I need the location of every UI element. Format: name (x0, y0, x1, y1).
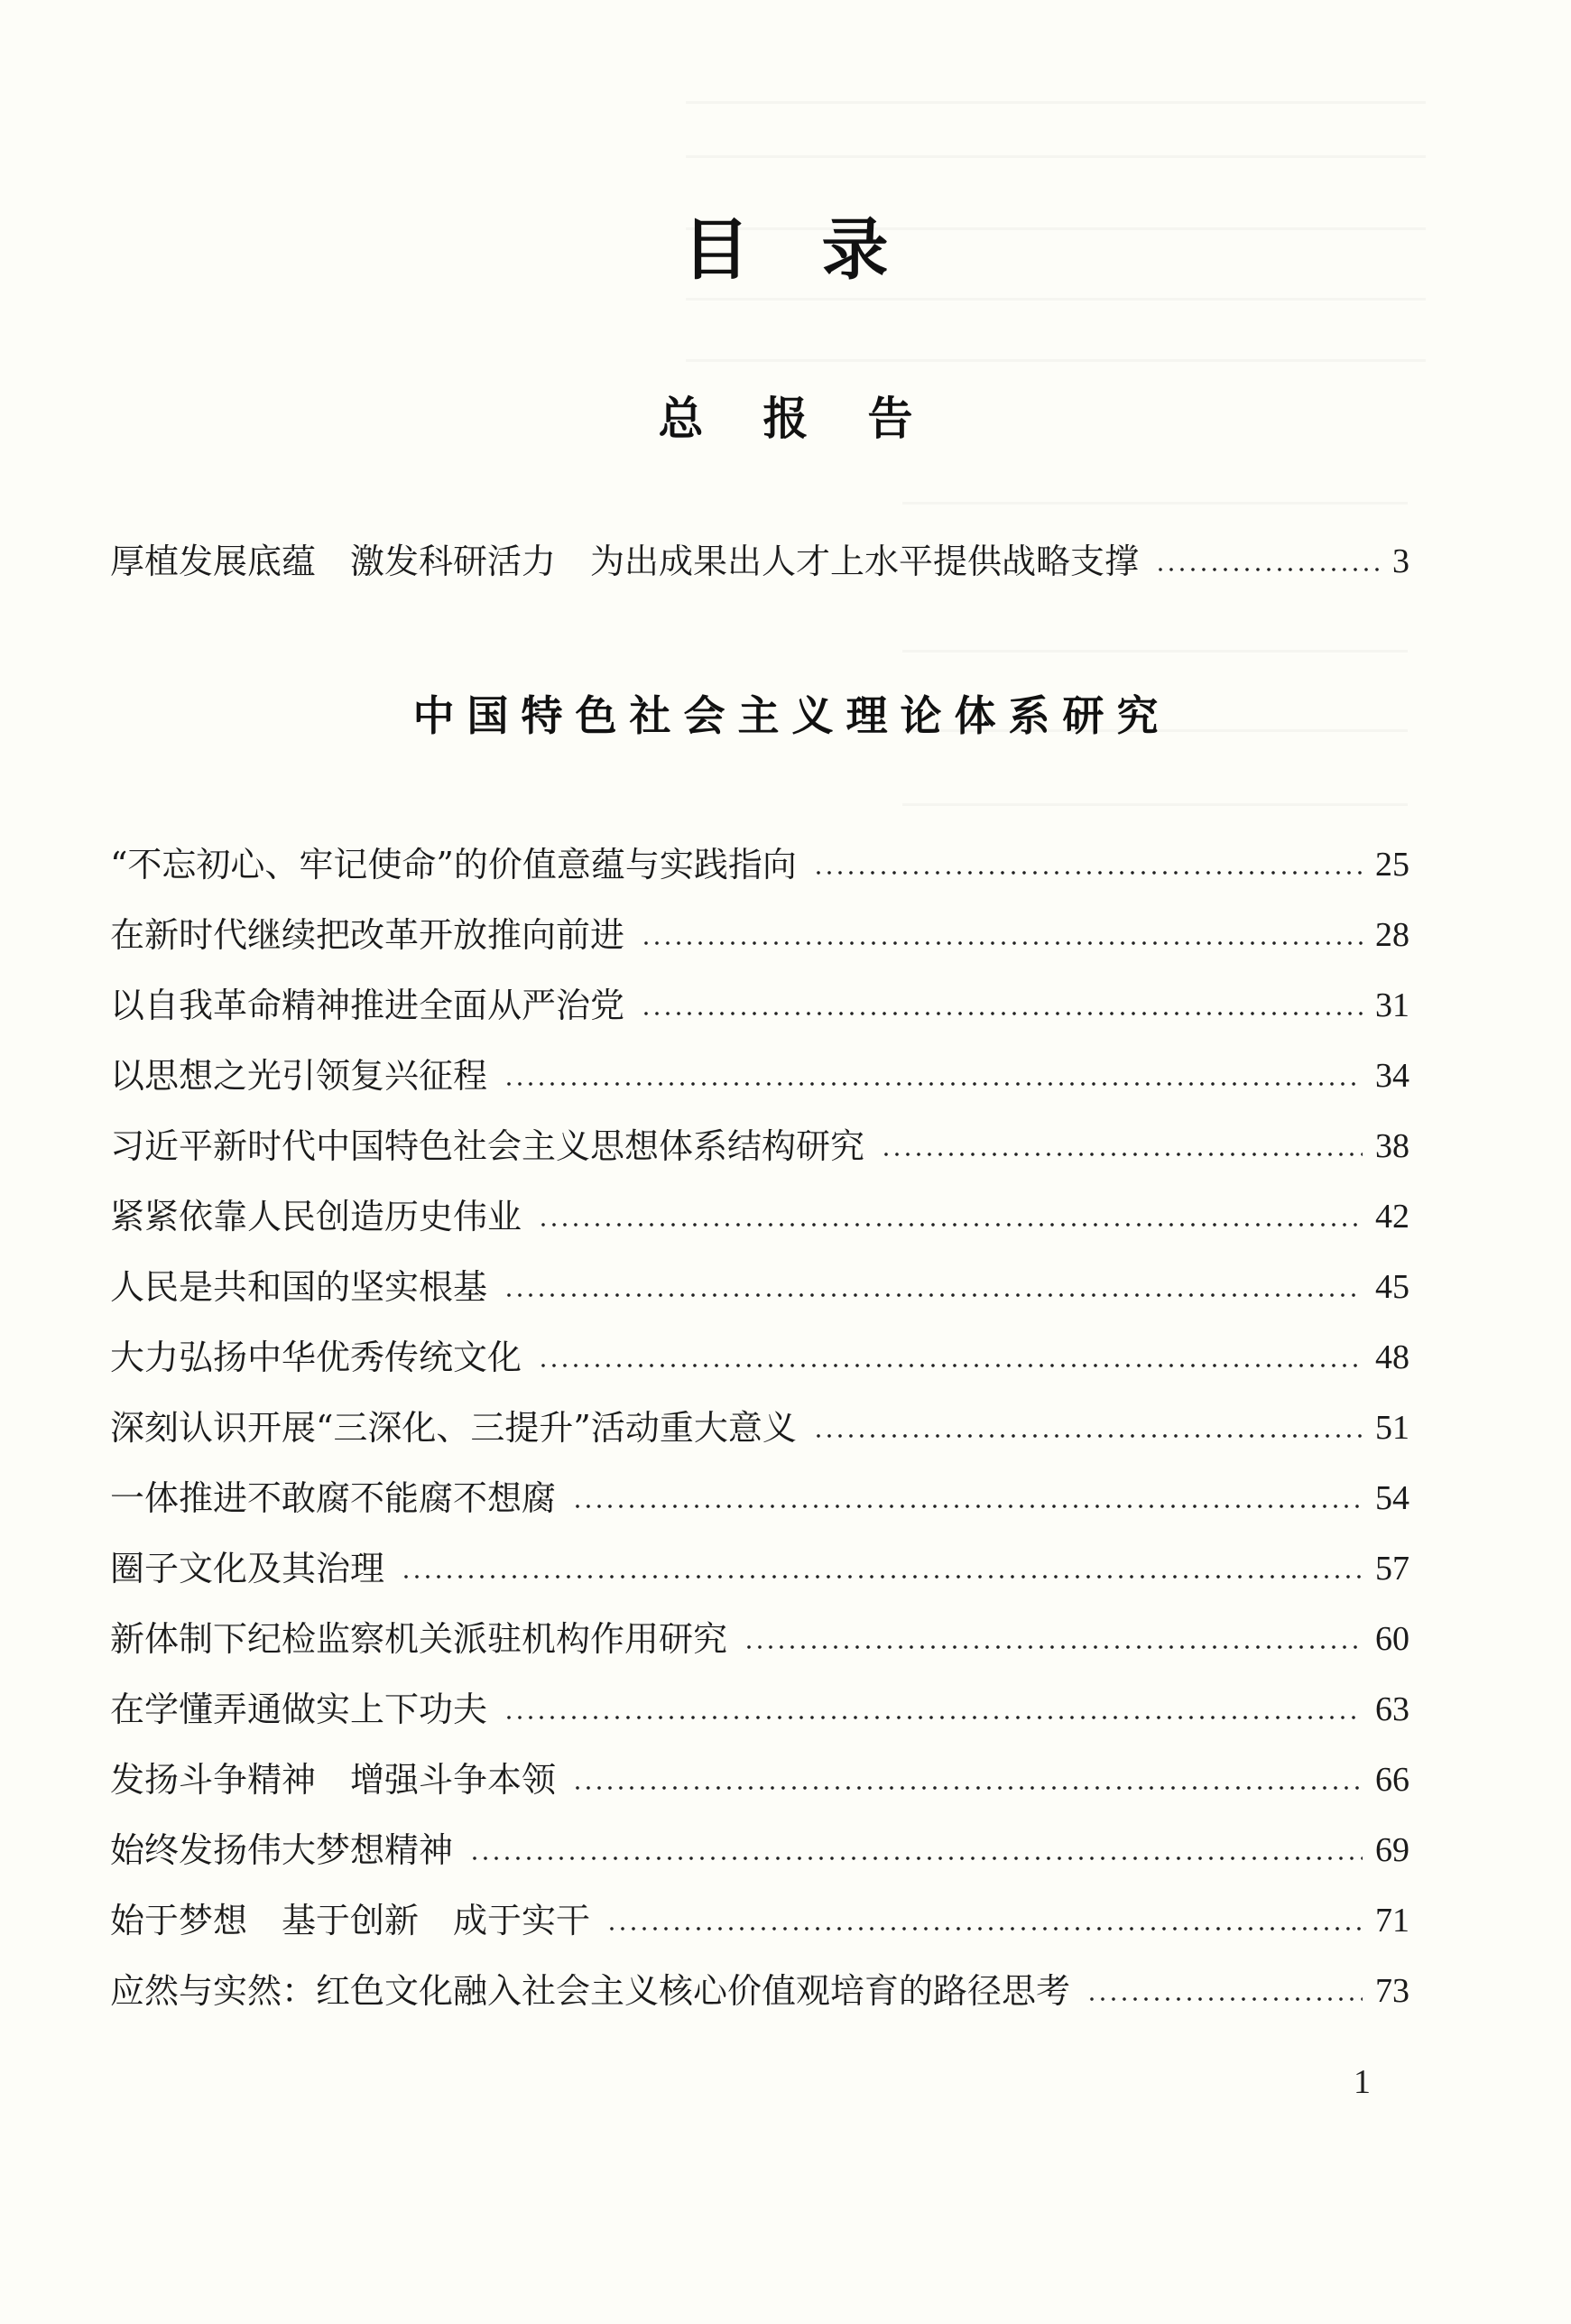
toc-entry[interactable] (110, 1964, 1409, 2018)
bleed-through-line (902, 803, 1408, 806)
toc-entry[interactable] (110, 1471, 1409, 1525)
toc-entry-title: 人民是共和国的坚实根基 (110, 1267, 488, 1307)
toc-entry[interactable] (110, 1049, 1409, 1103)
toc-entry-title: 始于梦想 基于创新 成于实干 (110, 1901, 591, 1940)
toc-entry-page: 63 (1375, 1690, 1409, 1728)
dot-leader (504, 1079, 1363, 1088)
toc-entry-page: 66 (1375, 1761, 1409, 1799)
bleed-through-line (686, 101, 1426, 104)
dot-leader (813, 868, 1363, 877)
bleed-through-line (902, 650, 1408, 653)
toc-entry-title: 应然与实然：红色文化融入社会主义核心价值观培育的路径思考 (110, 1971, 1071, 2011)
toc-entry[interactable] (110, 1682, 1409, 1736)
toc-entry-title: 习近平新时代中国特色社会主义思想体系结构研究 (110, 1126, 865, 1166)
dot-leader (606, 1924, 1363, 1933)
toc-entry-title: 圈子文化及其治理 (110, 1549, 385, 1588)
dot-leader (538, 1361, 1363, 1370)
bleed-through-line (686, 298, 1426, 301)
toc-entry-title: 紧紧依靠人民创造历史伟业 (110, 1197, 522, 1236)
toc-entry[interactable] (110, 1190, 1409, 1244)
toc-entry-page: 73 (1375, 1972, 1409, 2010)
toc-entry-page: 34 (1375, 1057, 1409, 1095)
toc-entry-page: 45 (1375, 1268, 1409, 1306)
dot-leader (641, 1009, 1363, 1018)
toc-entry-page: 54 (1375, 1479, 1409, 1517)
toc-entry-title: 厚植发展底蕴 激发科研活力 为出成果出人才上水平提供战略支撑 (110, 542, 1140, 581)
toc-entry-title: 新体制下纪检监察机关派驻机构作用研究 (110, 1619, 728, 1659)
dot-leader (744, 1643, 1363, 1652)
toc-entry-page: 71 (1375, 1902, 1409, 1940)
page-title: 目录 (682, 211, 961, 289)
toc-entry-page: 25 (1375, 846, 1409, 884)
toc-entry[interactable] (110, 1401, 1409, 1455)
bleed-through-line (686, 155, 1426, 158)
dot-leader (881, 1150, 1363, 1159)
toc-entry[interactable] (110, 838, 1409, 892)
toc-entry[interactable] (110, 1260, 1409, 1314)
toc-entry[interactable] (110, 1612, 1409, 1666)
dot-leader (572, 1502, 1363, 1511)
toc-entry-page: 28 (1375, 916, 1409, 954)
section-heading-theory-research: 中国特色社会主义理论体系研究 (412, 691, 1171, 740)
dot-leader (469, 1854, 1363, 1863)
dot-leader (641, 939, 1363, 948)
dot-leader (504, 1713, 1363, 1722)
toc-entry-page: 57 (1375, 1550, 1409, 1588)
toc-entry[interactable] (110, 1542, 1409, 1596)
toc-entry-title: 在学懂弄通做实上下功夫 (110, 1690, 488, 1729)
toc-entry-title: 大力弘扬中华优秀传统文化 (110, 1338, 522, 1377)
toc-entry-page: 31 (1375, 986, 1409, 1024)
section-heading-general-report: 总报告 (658, 392, 973, 445)
toc-entry[interactable] (110, 1119, 1409, 1173)
toc-entry-title: 在新时代继续把改革开放推向前进 (110, 915, 625, 955)
toc-entry[interactable] (110, 1823, 1409, 1877)
toc-entry-page: 69 (1375, 1831, 1409, 1869)
toc-entry-page: 60 (1375, 1620, 1409, 1658)
toc-entry-page: 3 (1392, 542, 1409, 580)
toc-entry-page: 42 (1375, 1198, 1409, 1236)
toc-entry[interactable] (110, 1893, 1409, 1948)
dot-leader (1155, 565, 1380, 574)
dot-leader (401, 1572, 1363, 1581)
bleed-through-line (902, 502, 1408, 505)
toc-entry[interactable] (110, 534, 1409, 588)
toc-entry[interactable] (110, 978, 1409, 1032)
toc-entry-title: 一体推进不敢腐不能腐不想腐 (110, 1478, 557, 1518)
dot-leader (504, 1291, 1363, 1300)
toc-entry-title: 深刻认识开展“三深化、三提升”活动重大意义 (110, 1408, 797, 1448)
toc-entry[interactable] (110, 1330, 1409, 1384)
toc-entry[interactable] (110, 908, 1409, 962)
toc-entry-title: 以思想之光引领复兴征程 (110, 1056, 488, 1096)
dot-leader (572, 1783, 1363, 1792)
toc-entry-page: 38 (1375, 1127, 1409, 1165)
toc-entry-title: “不忘初心、牢记使命”的价值意蕴与实践指向 (110, 845, 797, 884)
dot-leader (538, 1220, 1363, 1229)
toc-entry-title: 以自我革命精神推进全面从严治党 (110, 986, 625, 1025)
toc-entry[interactable] (110, 1753, 1409, 1807)
toc-entry-title: 发扬斗争精神 增强斗争本领 (110, 1760, 557, 1800)
toc-entry-title: 始终发扬伟大梦想精神 (110, 1830, 454, 1870)
dot-leader (813, 1431, 1363, 1440)
toc-entry-page: 51 (1375, 1409, 1409, 1447)
bleed-through-line (686, 359, 1426, 362)
dot-leader (1086, 1995, 1363, 2004)
toc-entry-page: 48 (1375, 1338, 1409, 1376)
page-number: 1 (1354, 2063, 1371, 2101)
